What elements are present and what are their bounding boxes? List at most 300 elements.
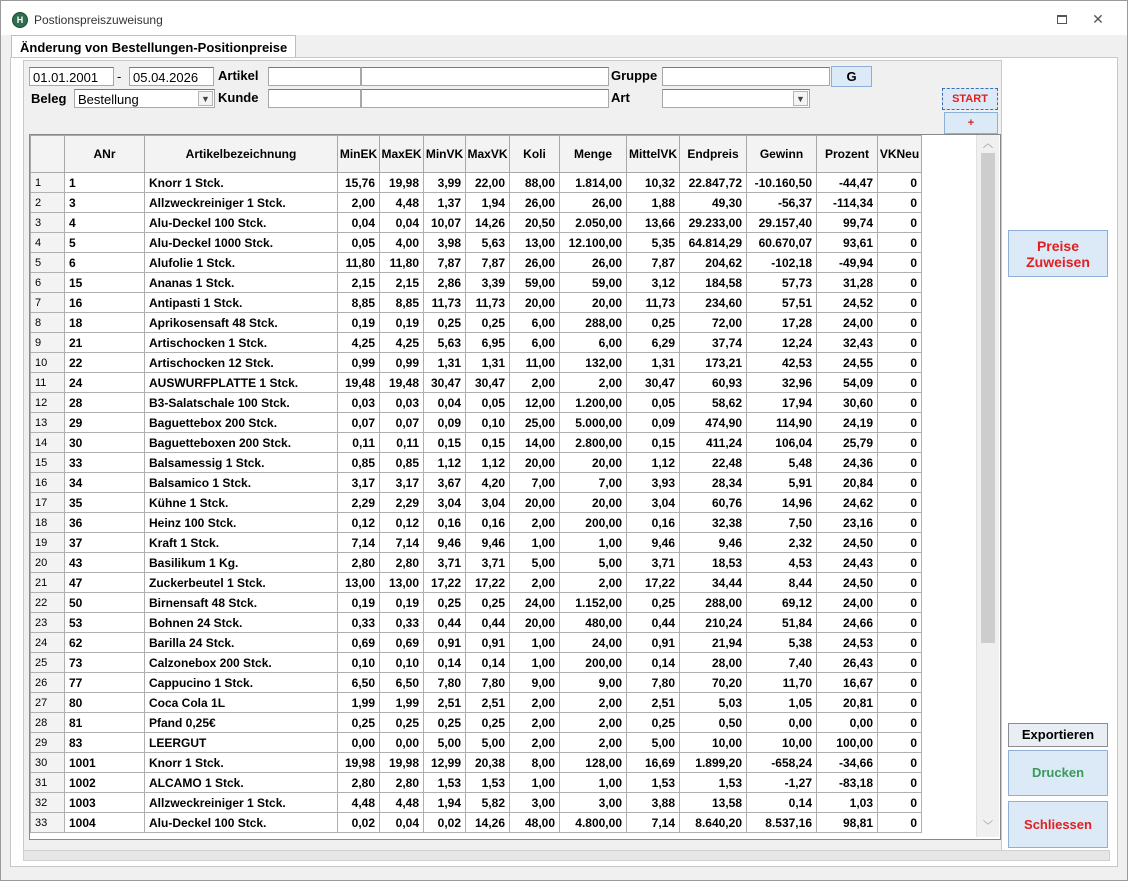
cell-vkneu[interactable]: 0 — [878, 493, 922, 513]
cell-minek[interactable]: 2,80 — [338, 553, 380, 573]
cell-prozent[interactable]: 93,61 — [817, 233, 878, 253]
column-header-gewinn[interactable]: Gewinn — [747, 136, 817, 173]
cell-menge[interactable]: 2,00 — [560, 733, 627, 753]
cell-minvk[interactable]: 0,44 — [424, 613, 466, 633]
date-from-field[interactable]: 01.01.2001 — [29, 67, 114, 86]
cell-artikelbezeichnung[interactable]: Kühne 1 Stck. — [145, 493, 338, 513]
cell-endpreis[interactable]: 34,44 — [680, 573, 747, 593]
cell-minvk[interactable]: 3,99 — [424, 173, 466, 193]
cell-gewinn[interactable]: 17,94 — [747, 393, 817, 413]
cell-anr[interactable]: 16 — [65, 293, 145, 313]
table-row[interactable] — [31, 393, 922, 413]
cell-maxvk[interactable]: 0,15 — [466, 433, 510, 453]
cell-maxvk[interactable]: 0,14 — [466, 653, 510, 673]
cell-mittelvk[interactable]: 1,88 — [627, 193, 680, 213]
cell-maxek[interactable]: 0,03 — [380, 393, 424, 413]
cell-menge[interactable]: 2,00 — [560, 713, 627, 733]
cell-endpreis[interactable]: 37,74 — [680, 333, 747, 353]
cell-vkneu[interactable]: 0 — [878, 233, 922, 253]
cell-menge[interactable]: 5.000,00 — [560, 413, 627, 433]
cell-maxek[interactable]: 0,12 — [380, 513, 424, 533]
row-number-cell[interactable]: 19 — [31, 533, 65, 553]
cell-mittelvk[interactable]: 5,35 — [627, 233, 680, 253]
row-number-header[interactable] — [31, 136, 65, 173]
cell-maxek[interactable]: 0,69 — [380, 633, 424, 653]
cell-minek[interactable]: 1,99 — [338, 693, 380, 713]
cell-vkneu[interactable]: 0 — [878, 793, 922, 813]
cell-minvk[interactable]: 11,73 — [424, 293, 466, 313]
cell-gewinn[interactable]: 7,50 — [747, 513, 817, 533]
cell-koli[interactable]: 11,00 — [510, 353, 560, 373]
cell-prozent[interactable]: 24,53 — [817, 633, 878, 653]
cell-prozent[interactable]: 24,50 — [817, 573, 878, 593]
cell-mittelvk[interactable]: 0,44 — [627, 613, 680, 633]
cell-artikelbezeichnung[interactable]: Bohnen 24 Stck. — [145, 613, 338, 633]
cell-prozent[interactable]: 24,00 — [817, 313, 878, 333]
cell-mittelvk[interactable]: 7,14 — [627, 813, 680, 833]
cell-menge[interactable]: 480,00 — [560, 613, 627, 633]
cell-vkneu[interactable]: 0 — [878, 193, 922, 213]
cell-gewinn[interactable]: -1,27 — [747, 773, 817, 793]
cell-endpreis[interactable]: 474,90 — [680, 413, 747, 433]
table-row[interactable] — [31, 193, 922, 213]
cell-maxvk[interactable]: 30,47 — [466, 373, 510, 393]
row-number-cell[interactable]: 18 — [31, 513, 65, 533]
cell-prozent[interactable]: 24,66 — [817, 613, 878, 633]
row-number-cell[interactable]: 23 — [31, 613, 65, 633]
cell-maxvk[interactable]: 5,82 — [466, 793, 510, 813]
column-header-minvk[interactable]: MinVK — [424, 136, 466, 173]
cell-maxek[interactable]: 0,10 — [380, 653, 424, 673]
cell-minvk[interactable]: 1,53 — [424, 773, 466, 793]
cell-minvk[interactable]: 0,91 — [424, 633, 466, 653]
start-button[interactable]: START — [942, 88, 998, 110]
art-select[interactable] — [662, 89, 810, 108]
cell-endpreis[interactable]: 0,50 — [680, 713, 747, 733]
column-header-anr[interactable]: ANr — [65, 136, 145, 173]
cell-maxek[interactable]: 19,98 — [380, 173, 424, 193]
cell-artikelbezeichnung[interactable]: Cappucino 1 Stck. — [145, 673, 338, 693]
cell-koli[interactable]: 20,00 — [510, 493, 560, 513]
cell-maxvk[interactable]: 0,16 — [466, 513, 510, 533]
cell-minek[interactable]: 15,76 — [338, 173, 380, 193]
cell-maxvk[interactable]: 0,05 — [466, 393, 510, 413]
cell-koli[interactable]: 2,00 — [510, 693, 560, 713]
table-row[interactable] — [31, 173, 922, 193]
cell-menge[interactable]: 2.050,00 — [560, 213, 627, 233]
cell-mittelvk[interactable]: 0,25 — [627, 593, 680, 613]
cell-minvk[interactable]: 0,14 — [424, 653, 466, 673]
cell-endpreis[interactable]: 49,30 — [680, 193, 747, 213]
cell-mittelvk[interactable]: 0,05 — [627, 393, 680, 413]
cell-minek[interactable]: 19,48 — [338, 373, 380, 393]
cell-endpreis[interactable]: 21,94 — [680, 633, 747, 653]
cell-koli[interactable]: 1,00 — [510, 633, 560, 653]
cell-gewinn[interactable]: -102,18 — [747, 253, 817, 273]
cell-koli[interactable]: 1,00 — [510, 653, 560, 673]
kunde-code-field[interactable] — [268, 89, 361, 108]
cell-koli[interactable]: 24,00 — [510, 593, 560, 613]
cell-vkneu[interactable]: 0 — [878, 713, 922, 733]
cell-koli[interactable]: 20,00 — [510, 613, 560, 633]
cell-gewinn[interactable]: 10,00 — [747, 733, 817, 753]
table-row[interactable] — [31, 753, 922, 773]
table-row[interactable] — [31, 673, 922, 693]
cell-endpreis[interactable]: 22,48 — [680, 453, 747, 473]
table-row[interactable] — [31, 213, 922, 233]
cell-maxek[interactable]: 19,98 — [380, 753, 424, 773]
cell-koli[interactable]: 6,00 — [510, 313, 560, 333]
cell-maxvk[interactable]: 7,80 — [466, 673, 510, 693]
row-number-cell[interactable]: 27 — [31, 693, 65, 713]
cell-gewinn[interactable]: 5,91 — [747, 473, 817, 493]
cell-koli[interactable]: 2,00 — [510, 713, 560, 733]
cell-gewinn[interactable]: 0,00 — [747, 713, 817, 733]
cell-minek[interactable]: 0,03 — [338, 393, 380, 413]
cell-anr[interactable]: 21 — [65, 333, 145, 353]
cell-koli[interactable]: 9,00 — [510, 673, 560, 693]
cell-menge[interactable]: 7,00 — [560, 473, 627, 493]
cell-mittelvk[interactable]: 1,31 — [627, 353, 680, 373]
artikel-name-field[interactable] — [361, 67, 609, 86]
cell-vkneu[interactable]: 0 — [878, 373, 922, 393]
cell-anr[interactable]: 6 — [65, 253, 145, 273]
cell-vkneu[interactable]: 0 — [878, 433, 922, 453]
cell-koli[interactable]: 2,00 — [510, 513, 560, 533]
cell-minek[interactable]: 8,85 — [338, 293, 380, 313]
cell-maxvk[interactable]: 5,00 — [466, 733, 510, 753]
cell-koli[interactable]: 5,00 — [510, 553, 560, 573]
cell-endpreis[interactable]: 70,20 — [680, 673, 747, 693]
cell-koli[interactable]: 26,00 — [510, 193, 560, 213]
cell-anr[interactable]: 29 — [65, 413, 145, 433]
cell-minek[interactable]: 0,02 — [338, 813, 380, 833]
cell-maxvk[interactable]: 0,10 — [466, 413, 510, 433]
cell-prozent[interactable]: 54,09 — [817, 373, 878, 393]
cell-mittelvk[interactable]: 3,93 — [627, 473, 680, 493]
cell-artikelbezeichnung[interactable]: Ananas 1 Stck. — [145, 273, 338, 293]
cell-minek[interactable]: 11,80 — [338, 253, 380, 273]
cell-minvk[interactable]: 0,25 — [424, 713, 466, 733]
cell-maxek[interactable]: 0,85 — [380, 453, 424, 473]
cell-anr[interactable]: 47 — [65, 573, 145, 593]
cell-maxek[interactable]: 8,85 — [380, 293, 424, 313]
cell-menge[interactable]: 1,00 — [560, 533, 627, 553]
cell-minvk[interactable]: 1,12 — [424, 453, 466, 473]
table-row[interactable] — [31, 813, 922, 833]
cell-gewinn[interactable]: 2,32 — [747, 533, 817, 553]
cell-menge[interactable]: 2.800,00 — [560, 433, 627, 453]
row-number-cell[interactable]: 25 — [31, 653, 65, 673]
cell-maxvk[interactable]: 0,25 — [466, 593, 510, 613]
cell-minvk[interactable]: 0,16 — [424, 513, 466, 533]
cell-menge[interactable]: 1.814,00 — [560, 173, 627, 193]
cell-endpreis[interactable]: 184,58 — [680, 273, 747, 293]
cell-anr[interactable]: 4 — [65, 213, 145, 233]
cell-prozent[interactable]: 24,55 — [817, 353, 878, 373]
cell-mittelvk[interactable]: 0,16 — [627, 513, 680, 533]
cell-minvk[interactable]: 12,99 — [424, 753, 466, 773]
cell-anr[interactable]: 3 — [65, 193, 145, 213]
cell-gewinn[interactable]: 14,96 — [747, 493, 817, 513]
table-row[interactable] — [31, 373, 922, 393]
cell-prozent[interactable]: 20,84 — [817, 473, 878, 493]
cell-gewinn[interactable]: 5,38 — [747, 633, 817, 653]
cell-minek[interactable]: 0,19 — [338, 593, 380, 613]
cell-maxvk[interactable]: 6,95 — [466, 333, 510, 353]
cell-gewinn[interactable]: 57,51 — [747, 293, 817, 313]
table-row[interactable] — [31, 713, 922, 733]
cell-artikelbezeichnung[interactable]: Zuckerbeutel 1 Stck. — [145, 573, 338, 593]
table-row[interactable] — [31, 413, 922, 433]
cell-prozent[interactable]: 24,52 — [817, 293, 878, 313]
cell-prozent[interactable]: 24,19 — [817, 413, 878, 433]
table-row[interactable] — [31, 533, 922, 553]
cell-maxvk[interactable]: 1,53 — [466, 773, 510, 793]
cell-endpreis[interactable]: 1,53 — [680, 773, 747, 793]
cell-menge[interactable]: 200,00 — [560, 653, 627, 673]
cell-prozent[interactable]: -83,18 — [817, 773, 878, 793]
cell-prozent[interactable]: 24,36 — [817, 453, 878, 473]
cell-mittelvk[interactable]: 3,04 — [627, 493, 680, 513]
cell-endpreis[interactable]: 8.640,20 — [680, 813, 747, 833]
cell-maxek[interactable]: 4,48 — [380, 193, 424, 213]
row-number-cell[interactable]: 11 — [31, 373, 65, 393]
cell-menge[interactable]: 26,00 — [560, 253, 627, 273]
cell-endpreis[interactable]: 28,00 — [680, 653, 747, 673]
cell-endpreis[interactable]: 173,21 — [680, 353, 747, 373]
cell-maxek[interactable]: 1,99 — [380, 693, 424, 713]
row-number-cell[interactable]: 30 — [31, 753, 65, 773]
cell-vkneu[interactable]: 0 — [878, 413, 922, 433]
cell-anr[interactable]: 43 — [65, 553, 145, 573]
cell-maxvk[interactable]: 3,39 — [466, 273, 510, 293]
cell-minek[interactable]: 0,00 — [338, 733, 380, 753]
cell-anr[interactable]: 81 — [65, 713, 145, 733]
cell-minek[interactable]: 19,98 — [338, 753, 380, 773]
cell-artikelbezeichnung[interactable]: Pfand 0,25€ — [145, 713, 338, 733]
cell-artikelbezeichnung[interactable]: Balsamessig 1 Stck. — [145, 453, 338, 473]
cell-artikelbezeichnung[interactable]: Alufolie 1 Stck. — [145, 253, 338, 273]
cell-maxek[interactable]: 4,00 — [380, 233, 424, 253]
cell-vkneu[interactable]: 0 — [878, 673, 922, 693]
cell-maxvk[interactable]: 20,38 — [466, 753, 510, 773]
row-number-cell[interactable]: 21 — [31, 573, 65, 593]
cell-menge[interactable]: 3,00 — [560, 793, 627, 813]
cell-maxek[interactable]: 2,80 — [380, 553, 424, 573]
cell-endpreis[interactable]: 204,62 — [680, 253, 747, 273]
cell-vkneu[interactable]: 0 — [878, 693, 922, 713]
cell-menge[interactable]: 1,00 — [560, 773, 627, 793]
cell-prozent[interactable]: 32,43 — [817, 333, 878, 353]
row-number-cell[interactable]: 28 — [31, 713, 65, 733]
cell-minek[interactable]: 2,29 — [338, 493, 380, 513]
cell-prozent[interactable]: 16,67 — [817, 673, 878, 693]
cell-endpreis[interactable]: 411,24 — [680, 433, 747, 453]
cell-maxvk[interactable]: 11,73 — [466, 293, 510, 313]
cell-maxek[interactable]: 2,29 — [380, 493, 424, 513]
cell-koli[interactable]: 7,00 — [510, 473, 560, 493]
cell-minvk[interactable]: 2,86 — [424, 273, 466, 293]
cell-minvk[interactable]: 1,37 — [424, 193, 466, 213]
scroll-up-icon[interactable]: ︿ — [983, 139, 993, 150]
cell-artikelbezeichnung[interactable]: LEERGUT — [145, 733, 338, 753]
restore-button[interactable] — [1051, 9, 1073, 29]
cell-gewinn[interactable]: 17,28 — [747, 313, 817, 333]
cell-menge[interactable]: 20,00 — [560, 293, 627, 313]
row-number-cell[interactable]: 24 — [31, 633, 65, 653]
cell-endpreis[interactable]: 64.814,29 — [680, 233, 747, 253]
row-number-cell[interactable]: 33 — [31, 813, 65, 833]
cell-minvk[interactable]: 2,51 — [424, 693, 466, 713]
cell-mittelvk[interactable]: 1,12 — [627, 453, 680, 473]
cell-vkneu[interactable]: 0 — [878, 553, 922, 573]
cell-maxek[interactable]: 0,33 — [380, 613, 424, 633]
table-row[interactable] — [31, 273, 922, 293]
cell-menge[interactable]: 24,00 — [560, 633, 627, 653]
beleg-select[interactable] — [74, 89, 215, 108]
cell-vkneu[interactable]: 0 — [878, 273, 922, 293]
cell-mittelvk[interactable]: 0,09 — [627, 413, 680, 433]
row-number-cell[interactable]: 17 — [31, 493, 65, 513]
cell-menge[interactable]: 12.100,00 — [560, 233, 627, 253]
cell-minvk[interactable]: 0,25 — [424, 593, 466, 613]
cell-koli[interactable]: 59,00 — [510, 273, 560, 293]
cell-maxvk[interactable]: 3,04 — [466, 493, 510, 513]
cell-prozent[interactable]: 25,79 — [817, 433, 878, 453]
cell-menge[interactable]: 26,00 — [560, 193, 627, 213]
cell-maxvk[interactable]: 17,22 — [466, 573, 510, 593]
cell-artikelbezeichnung[interactable]: Baguettebox 200 Stck. — [145, 413, 338, 433]
drucken-button[interactable]: Drucken — [1008, 750, 1108, 796]
row-number-cell[interactable]: 29 — [31, 733, 65, 753]
cell-gewinn[interactable]: 4,53 — [747, 553, 817, 573]
cell-artikelbezeichnung[interactable]: B3-Salatschale 100 Stck. — [145, 393, 338, 413]
cell-minek[interactable]: 13,00 — [338, 573, 380, 593]
table-row[interactable] — [31, 653, 922, 673]
table-row[interactable] — [31, 553, 922, 573]
cell-minvk[interactable]: 7,80 — [424, 673, 466, 693]
cell-mittelvk[interactable]: 17,22 — [627, 573, 680, 593]
cell-artikelbezeichnung[interactable]: Alu-Deckel 100 Stck. — [145, 213, 338, 233]
cell-anr[interactable]: 50 — [65, 593, 145, 613]
cell-minek[interactable]: 2,00 — [338, 193, 380, 213]
cell-gewinn[interactable]: 32,96 — [747, 373, 817, 393]
cell-mittelvk[interactable]: 0,15 — [627, 433, 680, 453]
table-row[interactable] — [31, 433, 922, 453]
cell-vkneu[interactable]: 0 — [878, 813, 922, 833]
table-row[interactable] — [31, 733, 922, 753]
table-row[interactable] — [31, 473, 922, 493]
cell-mittelvk[interactable]: 3,71 — [627, 553, 680, 573]
cell-maxek[interactable]: 0,19 — [380, 313, 424, 333]
row-number-cell[interactable]: 4 — [31, 233, 65, 253]
kunde-name-field[interactable] — [361, 89, 609, 108]
cell-menge[interactable]: 59,00 — [560, 273, 627, 293]
cell-koli[interactable]: 3,00 — [510, 793, 560, 813]
cell-artikelbezeichnung[interactable]: Allzweckreiniger 1 Stck. — [145, 793, 338, 813]
row-number-cell[interactable]: 13 — [31, 413, 65, 433]
cell-koli[interactable]: 1,00 — [510, 533, 560, 553]
cell-mittelvk[interactable]: 0,25 — [627, 713, 680, 733]
cell-anr[interactable]: 35 — [65, 493, 145, 513]
cell-maxek[interactable]: 19,48 — [380, 373, 424, 393]
cell-maxek[interactable]: 7,14 — [380, 533, 424, 553]
cell-anr[interactable]: 1001 — [65, 753, 145, 773]
cell-maxek[interactable]: 6,50 — [380, 673, 424, 693]
cell-gewinn[interactable]: 114,90 — [747, 413, 817, 433]
cell-mittelvk[interactable]: 2,51 — [627, 693, 680, 713]
cell-prozent[interactable]: 24,50 — [817, 533, 878, 553]
cell-mittelvk[interactable]: 16,69 — [627, 753, 680, 773]
cell-anr[interactable]: 36 — [65, 513, 145, 533]
table-row[interactable] — [31, 633, 922, 653]
cell-maxek[interactable]: 0,07 — [380, 413, 424, 433]
cell-anr[interactable]: 62 — [65, 633, 145, 653]
cell-vkneu[interactable]: 0 — [878, 773, 922, 793]
cell-gewinn[interactable]: 69,12 — [747, 593, 817, 613]
cell-gewinn[interactable]: 1,05 — [747, 693, 817, 713]
cell-mittelvk[interactable]: 0,14 — [627, 653, 680, 673]
cell-minvk[interactable]: 0,09 — [424, 413, 466, 433]
cell-endpreis[interactable]: 32,38 — [680, 513, 747, 533]
cell-vkneu[interactable]: 0 — [878, 333, 922, 353]
cell-anr[interactable]: 1 — [65, 173, 145, 193]
cell-minek[interactable]: 7,14 — [338, 533, 380, 553]
cell-vkneu[interactable]: 0 — [878, 513, 922, 533]
cell-endpreis[interactable]: 210,24 — [680, 613, 747, 633]
cell-prozent[interactable]: -34,66 — [817, 753, 878, 773]
cell-endpreis[interactable]: 288,00 — [680, 593, 747, 613]
cell-artikelbezeichnung[interactable]: Allzweckreiniger 1 Stck. — [145, 193, 338, 213]
cell-minek[interactable]: 0,85 — [338, 453, 380, 473]
cell-menge[interactable]: 20,00 — [560, 453, 627, 473]
row-number-cell[interactable]: 9 — [31, 333, 65, 353]
cell-gewinn[interactable]: 12,24 — [747, 333, 817, 353]
cell-artikelbezeichnung[interactable]: Birnensaft 48 Stck. — [145, 593, 338, 613]
cell-vkneu[interactable]: 0 — [878, 173, 922, 193]
table-row[interactable] — [31, 493, 922, 513]
cell-vkneu[interactable]: 0 — [878, 633, 922, 653]
cell-maxek[interactable]: 0,25 — [380, 713, 424, 733]
cell-anr[interactable]: 22 — [65, 353, 145, 373]
cell-koli[interactable]: 48,00 — [510, 813, 560, 833]
row-number-cell[interactable]: 31 — [31, 773, 65, 793]
cell-prozent[interactable]: 24,62 — [817, 493, 878, 513]
cell-minek[interactable]: 0,19 — [338, 313, 380, 333]
cell-gewinn[interactable]: 7,40 — [747, 653, 817, 673]
cell-maxek[interactable]: 0,99 — [380, 353, 424, 373]
row-number-cell[interactable]: 26 — [31, 673, 65, 693]
cell-maxek[interactable]: 0,11 — [380, 433, 424, 453]
cell-menge[interactable]: 132,00 — [560, 353, 627, 373]
cell-koli[interactable]: 88,00 — [510, 173, 560, 193]
cell-prozent[interactable]: 23,16 — [817, 513, 878, 533]
cell-endpreis[interactable]: 9,46 — [680, 533, 747, 553]
cell-vkneu[interactable]: 0 — [878, 453, 922, 473]
cell-gewinn[interactable]: 42,53 — [747, 353, 817, 373]
cell-mittelvk[interactable]: 7,80 — [627, 673, 680, 693]
column-header-koli[interactable]: Koli — [510, 136, 560, 173]
cell-vkneu[interactable]: 0 — [878, 613, 922, 633]
cell-mittelvk[interactable]: 1,53 — [627, 773, 680, 793]
cell-prozent[interactable]: 30,60 — [817, 393, 878, 413]
column-header-minek[interactable]: MinEK — [338, 136, 380, 173]
data-grid[interactable] — [29, 134, 1001, 840]
cell-maxek[interactable]: 2,80 — [380, 773, 424, 793]
cell-prozent[interactable]: 31,28 — [817, 273, 878, 293]
cell-prozent[interactable]: 99,74 — [817, 213, 878, 233]
